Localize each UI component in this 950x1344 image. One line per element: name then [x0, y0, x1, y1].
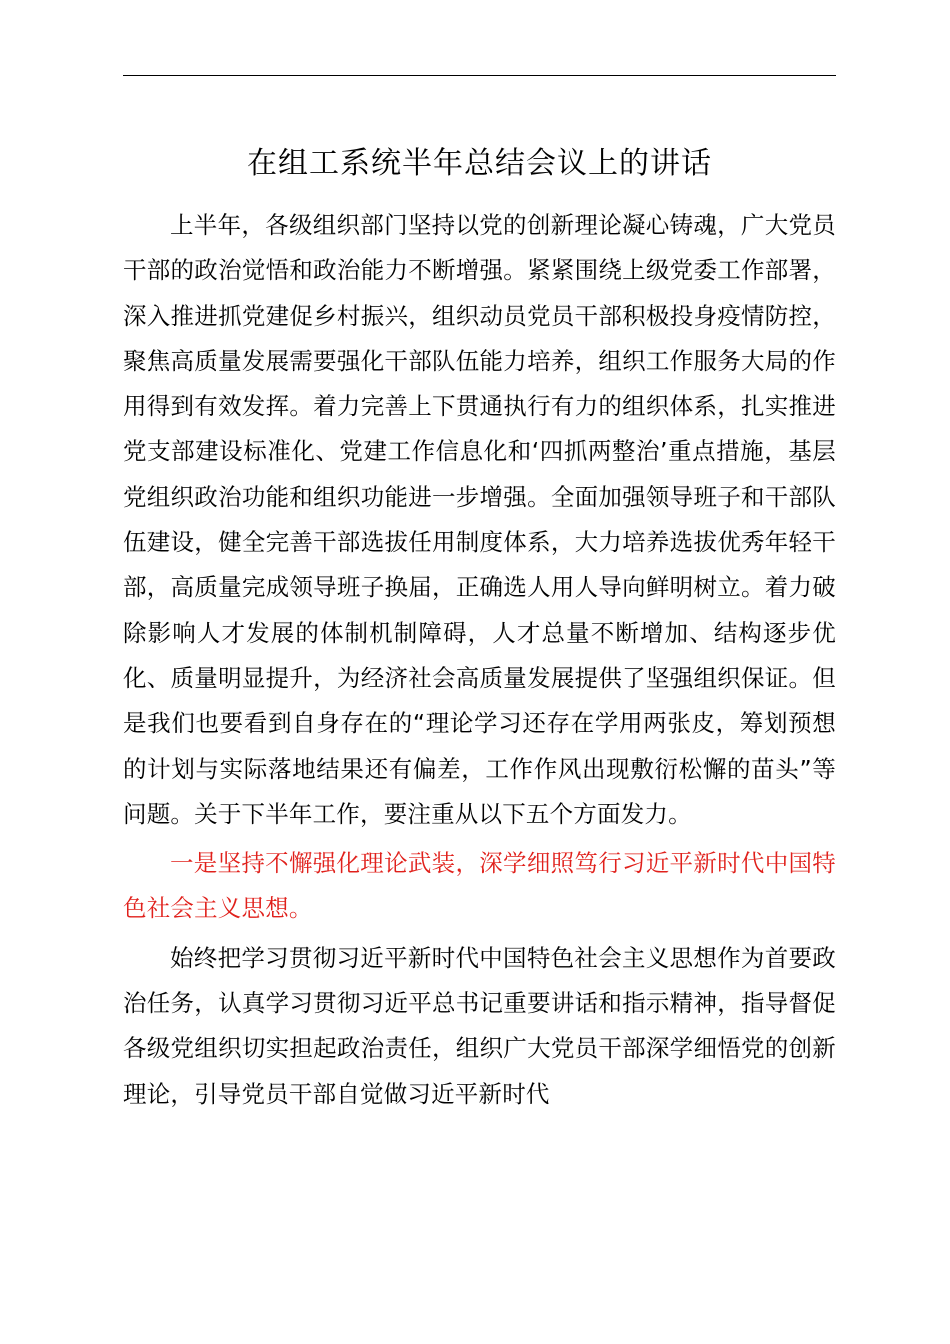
paragraph-section-1: 始终把学习贯彻习近平新时代中国特色社会主义思想作为首要政治任务，认真学习贯彻习近平总书记重要讲话和指示精神，指导督促各级党组织切实担起政治责任，组织广大党员干部深学细悟党的创新理论，引导党员干部自觉做习近平新时代 [123, 943, 836, 1108]
document-page [123, 135, 836, 1117]
section-heading-1: 一是坚持不懈强化理论武装，深学细照笃行习近平新时代中国特色社会主义思想。 [123, 849, 836, 923]
header-rule [123, 75, 836, 76]
paragraph-summary: 上半年，各级组织部门坚持以党的创新理论凝心铸魂，广大党员干部的政治觉悟和政治能力不断增强。紧紧围绕上级党委工作部署，深入推进抓党建促乡村振兴，组织动员党员干部积极投身疫情防控，聚焦高质量发展需要强化干部队伍能力培养，组织工作服务大局的作用得到有效发挥。着力完善上下贯通执行有力的组织体系，扎实推进党支部建设标准化、党建工作信息化和‘四抓两整治’重点措施，基层党组织政治功能和组织功能进一步增强。全面加强领导班子和干部队伍建设，健全完善干部选拔任用制度体系，大力培养选拔优秀年轻干部，高质量完成领导班子换届，正确选人用人导向鲜明树立。着力破除影响人才发展的体制机制障碍，人才总量不断增加、结构逐步优化、质量明显提升，为经济社会高质量发展提供了坚强组织保证。但是我们也要看到自身存在的“理论学习还存在学用两张皮，筹划预想的计划与实际落地结果还有偏差，工作作风出现敷衍松懈的苗头”等问题。关于下半年工作，要注重从以下五个方面发力。 [123, 211, 836, 828]
document-title: 在组工系统半年总结会议上的讲话 [247, 146, 712, 181]
